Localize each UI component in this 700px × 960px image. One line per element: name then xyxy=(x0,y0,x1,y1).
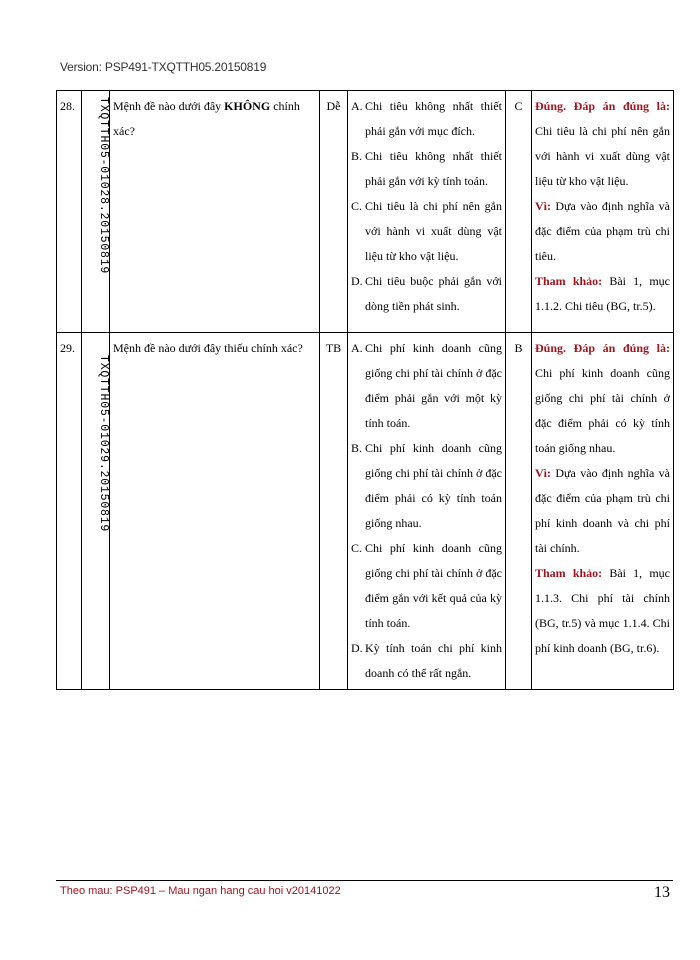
option-label: C. xyxy=(351,199,363,213)
question-text xyxy=(110,91,320,333)
option-text: Chi tiêu không nhất thiết phải gắn với kỳ tính toán. xyxy=(365,149,502,188)
correct-label: Đúng. Đáp án đúng là: xyxy=(535,341,670,355)
option-text: Chi phí kinh doanh cũng giống chi phí tài chính ở đặc điểm phải gắn với một kỳ tính toán. xyxy=(365,341,502,430)
explanation-correct xyxy=(535,94,670,194)
ref-label: Tham khảo: xyxy=(535,566,603,580)
option-a xyxy=(351,336,502,436)
explanation-reason xyxy=(535,461,670,561)
correct-answer: C xyxy=(506,91,532,333)
ref-text: Bài 1, mục 1.1.3. Chi phí tài chính (BG, tr.5) và mục 1.1.4. Chi phí kinh doanh (BG, tr.6). xyxy=(535,566,670,655)
option-label: C. xyxy=(351,541,363,555)
question-text-pre: Mệnh đề nào dưới đây thiếu chính xác? xyxy=(113,341,303,355)
question-number: 28. xyxy=(57,91,82,333)
correct-text: Chi tiêu là chi phí nên gắn với hành vi xuất dùng vật liệu từ kho vật liệu. xyxy=(535,124,670,188)
option-label: D. xyxy=(351,641,363,655)
option-text: Kỳ tính toán chi phí kinh doanh có thể rất ngắn. xyxy=(365,641,502,680)
option-a xyxy=(351,94,502,144)
page-number: 13 xyxy=(654,884,670,901)
reason-label: Vì: xyxy=(535,199,551,213)
question-row-29 xyxy=(57,333,674,690)
option-label: A. xyxy=(351,99,363,113)
reason-text: Dựa vào định nghĩa và đặc điểm của phạm trù chi tiêu. xyxy=(535,199,670,263)
explanation-correct xyxy=(535,336,670,461)
option-label: B. xyxy=(351,149,363,163)
option-label: B. xyxy=(351,441,363,455)
option-c xyxy=(351,194,502,269)
reason-label: Vì: xyxy=(535,466,551,480)
answer-options xyxy=(348,333,506,690)
correct-answer: B xyxy=(506,333,532,690)
question-code: TXQTTH05-01028.20150819 xyxy=(97,97,110,275)
correct-label: Đúng. Đáp án đúng là: xyxy=(535,99,670,113)
footer-text: Theo mau: PSP491 – Mau ngan hang cau hoi v20141022 xyxy=(60,885,341,897)
question-code: TXQTTH05-01029.20150819 xyxy=(97,355,110,533)
question-row-28 xyxy=(57,91,674,333)
option-c xyxy=(351,536,502,636)
explanation xyxy=(532,333,674,690)
option-text: Chi tiêu buộc phải gắn với dòng tiền phát sinh. xyxy=(365,274,502,313)
option-b xyxy=(351,144,502,194)
question-code-cell xyxy=(82,333,110,690)
explanation xyxy=(532,91,674,333)
explanation-reason xyxy=(535,194,670,269)
option-label: A. xyxy=(351,341,363,355)
correct-text: Chi phí kinh doanh cũng giống chi phí tài chính ở đặc điểm phải có kỳ tính toán giống nhau. xyxy=(535,366,670,455)
option-b xyxy=(351,436,502,536)
option-d xyxy=(351,636,502,686)
option-text: Chi phí kinh doanh cũng giống chi phí tài chính ở đặc điểm phải có kỳ tính toán giống nhau. xyxy=(365,441,502,530)
question-level: TB xyxy=(320,333,348,690)
option-text: Chi tiêu là chi phí nên gắn với hành vi xuất dùng vật liệu từ kho vật liệu. xyxy=(365,199,502,263)
question-text-post: chính xác? xyxy=(113,99,300,138)
question-level: Dễ xyxy=(320,91,348,333)
question-text-bold: KHÔNG xyxy=(224,99,271,113)
ref-label: Tham khảo: xyxy=(535,274,603,288)
question-code-cell xyxy=(82,91,110,333)
question-text-pre: Mệnh đề nào dưới đây xyxy=(113,99,225,113)
answer-options xyxy=(348,91,506,333)
option-text: Chi phí kinh doanh cũng giống chi phí tài chính ở đặc điểm gắn với kết quả của kỳ tính toán. xyxy=(365,541,502,630)
question-table xyxy=(56,90,674,690)
footer-divider xyxy=(56,880,673,881)
explanation-reference xyxy=(535,269,670,319)
version-header: Version: PSP491-TXQTTH05.20150819 xyxy=(60,60,267,74)
question-number: 29. xyxy=(57,333,82,690)
explanation-reference xyxy=(535,561,670,661)
option-text: Chi tiêu không nhất thiết phải gắn với mục đích. xyxy=(365,99,502,138)
question-text xyxy=(110,333,320,690)
ref-text: Bài 1, mục 1.1.2. Chi tiêu (BG, tr.5). xyxy=(535,274,670,313)
option-d xyxy=(351,269,502,319)
option-label: D. xyxy=(351,274,363,288)
reason-text: Dựa vào định nghĩa và đặc điểm của phạm trù chi phí kinh doanh và chi phí tài chính. xyxy=(535,466,670,555)
